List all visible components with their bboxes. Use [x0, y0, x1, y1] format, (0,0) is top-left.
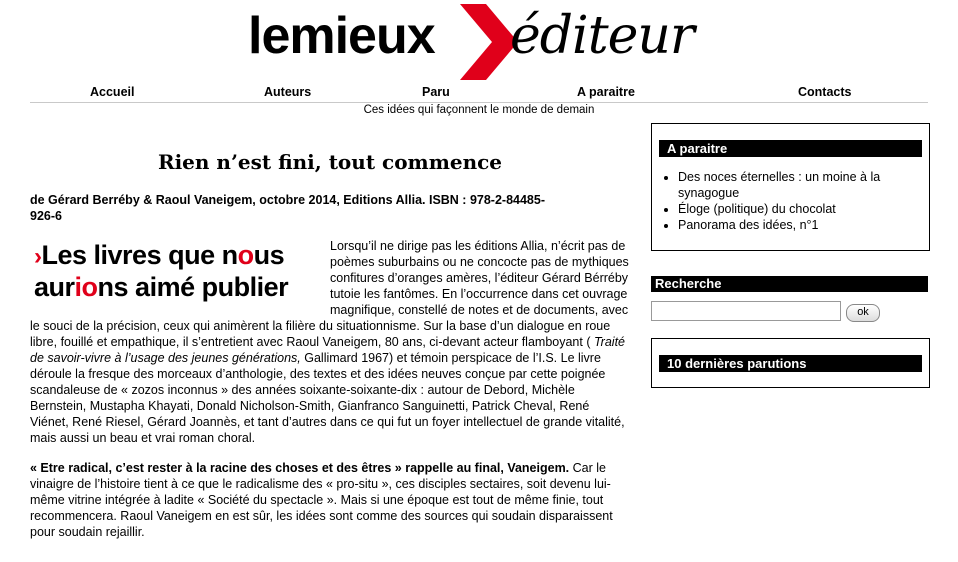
promo-text-1a: Les livres que n — [41, 240, 238, 270]
logo-lemieux: lemieux — [248, 7, 435, 65]
quote-bold: « Etre radical, c’est rester à la racine des choses et des êtres » rappelle au final, Vaneigem. — [30, 461, 570, 475]
main-nav — [30, 84, 928, 103]
promo-banner[interactable] — [34, 240, 320, 310]
search-title: Recherche — [651, 276, 928, 292]
upcoming-item[interactable]: • Des noces éternelles : un moine à la synagogue — [678, 169, 929, 201]
promo-text-2c: o — [81, 272, 98, 302]
nav-accueil[interactable]: Accueil — [90, 85, 135, 99]
promo-text-1b: o — [237, 240, 254, 270]
nav-paru[interactable]: Paru — [422, 85, 450, 99]
upcoming-item[interactable]: • Éloge (politique) du chocolat — [678, 201, 929, 217]
promo-text-2d: ns aimé publier — [97, 272, 289, 302]
quote-rest: Car le vinaigre de l’histoire tient à ce que le radicalisme des « pro-situ », ces disciples sectaires, soit devenu lui-même vitrine intégrée à ladite « Société du spectacle ». Mais si une époque est tout de même finie, tout recommencera. Raoul Vaneigem en est sûr, les idées sont comme des sources qui soudain disparaissent pour soudain rejaillir. — [30, 461, 613, 539]
article — [30, 150, 630, 553]
logo-editeur: éditeur — [510, 6, 694, 66]
chevron-right-icon: › — [34, 243, 42, 270]
promo-text-2b: i — [74, 272, 82, 302]
article-quote — [30, 460, 630, 540]
upcoming-box — [651, 123, 930, 251]
article-byline: de Gérard Berréby & Raoul Vaneigem, octobre 2014, Editions Allia. ISBN : 978-2-84485-926-6 — [30, 193, 545, 223]
paragraph-text-b: Gallimard 1967) et témoin perspicace de l’I.S. Le livre déroule la fresque des morceaux d’anthologie, des textes et des idées neuves conçue par cette poignée scandaleuse de « zozos inconnus » des années soixante-soixante-dix : autour de Debord, Michèle Bernstein, Mustapha Khayati, Donald Nicholson-Smith, Gianfranco Sanguinetti, Patrick Cheval, René Viénet, René Riesel, Gérard Joannès, et tant d’autres dans ce qui fut un foyer intellectuel de grande vitalité, mais aussi un beau et vrai roman choral. — [30, 351, 625, 445]
site-logo[interactable] — [248, 0, 718, 82]
upcoming-title: A paraitre — [659, 140, 922, 157]
promo-text-2a: aur — [34, 272, 75, 302]
promo-text-1c: us — [253, 240, 285, 270]
article-title: Rien n’est fini, tout commence — [157, 150, 503, 174]
latest-box — [651, 338, 930, 388]
nav-a-paraitre[interactable]: A paraitre — [577, 85, 635, 99]
upcoming-item[interactable]: • Panorama des idées, n°1 — [678, 217, 929, 233]
upcoming-list — [652, 169, 929, 233]
latest-title: 10 dernières parutions — [659, 355, 922, 372]
search-ok-button[interactable]: ok — [846, 304, 880, 322]
paragraph-text-a: Lorsqu’il ne dirige pas les éditions Allia, n’écrit pas de poèmes suburbains ou ne concocte pas de mythiques confitures d’oranges amères, l’éditeur Gérard Bérréby tutoie les fantômes. En l’occurrence dans cet ouvrage magnifique, constellé de notes et de documents, avec le souci de la précision, ceux qui animèrent la filière du situationnisme. Sur la base d’un dialogue en roue libre, fouillé et empathique, il s’entretient avec Raoul Vaneigem, 80 ans, ci-devant acteur flamboyant ( — [30, 239, 629, 349]
nav-auteurs[interactable]: Auteurs — [264, 85, 312, 99]
nav-contacts[interactable]: Contacts — [798, 85, 852, 99]
book-title: Traité de savoir-vivre à l’usage des jeunes générations, — [30, 335, 625, 365]
search-input[interactable] — [651, 301, 841, 321]
tagline: Ces idées qui façonnent le monde de demain — [363, 104, 595, 116]
